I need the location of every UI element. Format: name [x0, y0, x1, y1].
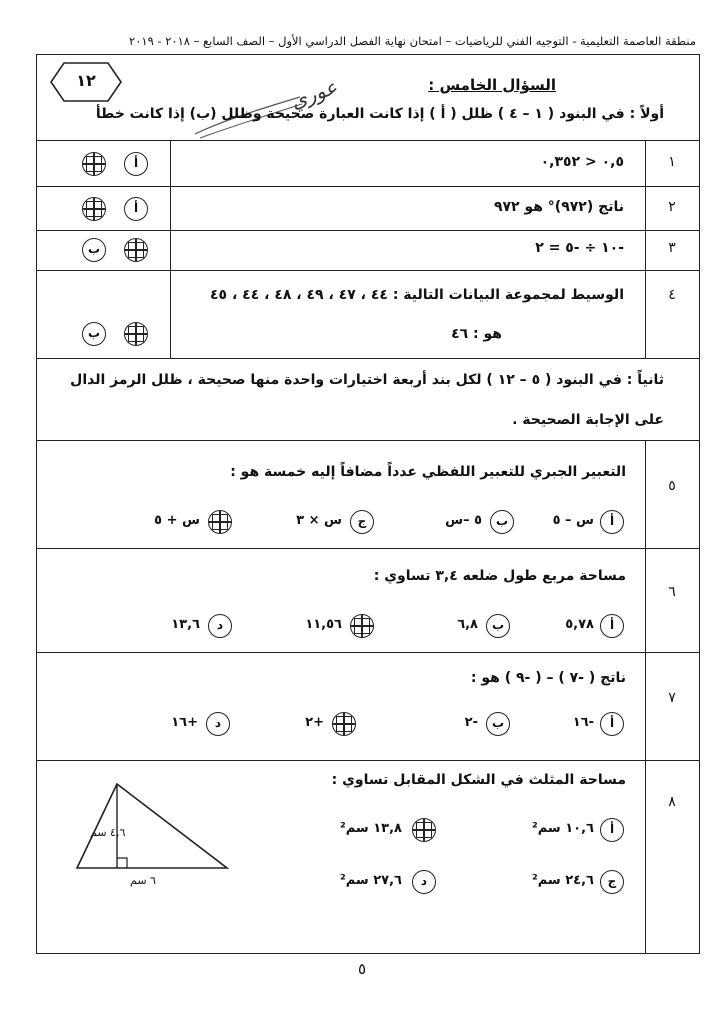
option-a-text: ‎-١٦ [572, 715, 594, 730]
option-d-text: ٢٧,٦ سم² [340, 873, 402, 888]
option-c-text: ‎+٢ [305, 715, 324, 730]
option-a-bubble-shaded[interactable] [124, 238, 148, 262]
question-number: ٨ [668, 794, 676, 810]
question-number: ٧ [668, 690, 676, 706]
option-c-text: ٢٤,٦ سم² [532, 873, 594, 888]
right-angle-marker [117, 858, 127, 868]
option-a-bubble[interactable]: أ [600, 614, 624, 638]
option-c-bubble[interactable]: ج [350, 510, 374, 534]
section-title: السؤال الخامس : [428, 76, 556, 94]
option-a-bubble-shaded[interactable] [124, 322, 148, 346]
option-a-text: ١٠,٦ سم² [532, 821, 594, 836]
option-c-text: ١١,٥٦ [305, 617, 342, 632]
option-c-bubble-shaded[interactable] [350, 614, 374, 638]
option-b-bubble-shaded[interactable] [82, 152, 106, 176]
question-number: ٦ [668, 584, 676, 600]
question-text: ‎-١٠ ÷ ‎-٥ = ٢ [535, 240, 624, 256]
score-badge [50, 62, 122, 102]
option-d-bubble-shaded[interactable] [208, 510, 232, 534]
question-number: ٢ [668, 199, 676, 215]
option-d-text: ١٣,٦ [171, 617, 200, 632]
option-d-text: س + ٥ [154, 513, 200, 528]
option-a-bubble[interactable]: أ [600, 712, 624, 736]
question-number: ٥ [668, 478, 676, 494]
option-b-bubble[interactable]: ب [490, 510, 514, 534]
triangle-base-label: ٦ سم [130, 874, 156, 887]
part1-instruction: أولاً : في البنود ( ١ – ٤ ) ظلل ( أ ) إذا كانت العبارة صحيحة وظلل (ب) إذا كانت خطأ [95, 106, 664, 122]
option-c-bubble[interactable]: ج [600, 870, 624, 894]
option-a-bubble[interactable]: أ [124, 152, 148, 176]
question-stem: التعبير الجبري للتعبير اللفظي عدداً مضافاً إليه خمسة هو : [230, 464, 626, 480]
question-number: ١ [668, 154, 676, 170]
option-b-text: ١٣,٨ سم² [340, 821, 402, 836]
score-value: ١٢ [76, 71, 96, 90]
triangle-height-label: ٤,٦ سم [90, 826, 126, 839]
option-b-text: ٦,٨ [457, 617, 478, 632]
option-b-bubble[interactable]: ب [486, 614, 510, 638]
handwritten-note: عوري [287, 74, 341, 114]
option-a-text: س – ٥ [552, 513, 594, 528]
question-text: ٠,٥ < ٠,٣٥٢ [540, 154, 624, 170]
question-text: ناتج (٩٧٢)° هو ٩٧٢ [493, 199, 624, 215]
option-c-bubble-shaded[interactable] [332, 712, 356, 736]
page-header: منطقة العاصمة التعليمية - التوجيه الفني للرياضيات – امتحان نهاية الفصل الدراسي الأول – الصف السابع – ٢٠١٨ - ٢٠١٩ [129, 34, 696, 48]
option-b-bubble[interactable]: ب [82, 238, 106, 262]
part2-instruction-line1: ثانياً : في البنود ( ٥ – ١٢ ) لكل بند أربعة اختيارات واحدة منها صحيحة ، ظلل الرمز الدال [70, 372, 664, 388]
option-d-bubble[interactable]: د [412, 870, 436, 894]
option-c-text: س × ٣ [296, 513, 342, 528]
option-b-bubble[interactable]: ب [486, 712, 510, 736]
option-d-text: ‎+١٦ [171, 715, 198, 730]
question-stem: مساحة المثلث في الشكل المقابل تساوي : [331, 772, 626, 788]
option-b-bubble-shaded[interactable] [412, 818, 436, 842]
option-a-text: ٥,٧٨ [565, 617, 594, 632]
page-number: ٥ [357, 960, 367, 978]
option-d-bubble[interactable]: د [206, 712, 230, 736]
option-d-bubble[interactable]: د [208, 614, 232, 638]
option-b-bubble-shaded[interactable] [82, 197, 106, 221]
option-a-bubble[interactable]: أ [600, 818, 624, 842]
question-text: الوسيط لمجموعة البيانات التالية : ٤٤ ، ٤٧ ، ٤٩ ، ٤٨ ، ٤٤ ، ٤٥ [210, 287, 624, 303]
option-b-bubble[interactable]: ب [82, 322, 106, 346]
option-b-text: ٥ –س [445, 513, 482, 528]
part2-instruction-line2: على الإجابة الصحيحة . [512, 412, 664, 428]
option-b-text: ‎-٢ [464, 715, 478, 730]
option-a-bubble[interactable]: أ [600, 510, 624, 534]
question-number: ٤ [668, 287, 676, 303]
option-a-bubble[interactable]: أ [124, 197, 148, 221]
question-answer-text: هو : ٤٦ [451, 326, 502, 342]
question-stem: مساحة مربع طول ضلعه ٣,٤ تساوي : [373, 568, 626, 584]
question-number: ٣ [668, 240, 676, 256]
question-stem: ناتج ( ‎-٧ ) – ( ‎-٩ ) هو : [470, 670, 626, 686]
